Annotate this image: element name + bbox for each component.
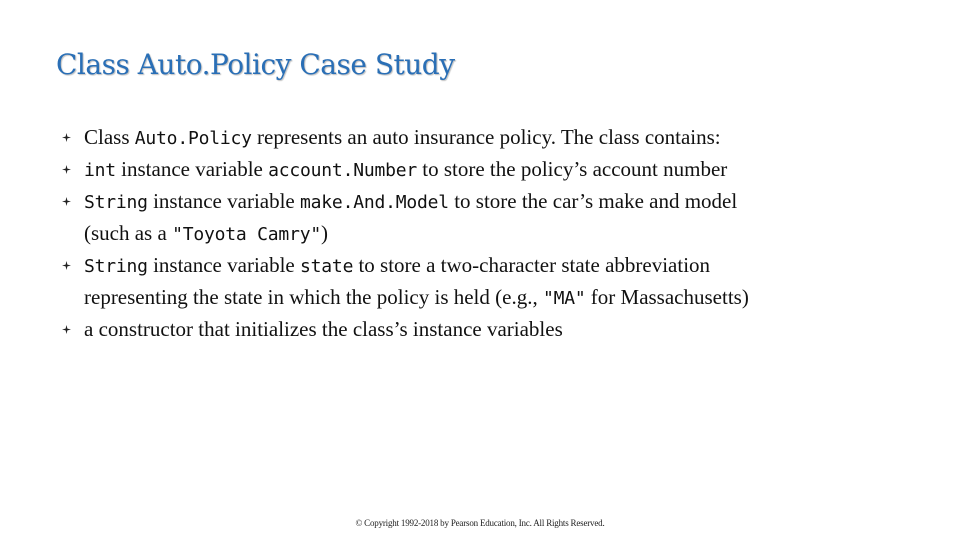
bullet-text: to store the car’s make and model	[448, 189, 738, 213]
code-string-literal: "MA"	[542, 288, 586, 309]
bullet-item	[62, 250, 942, 314]
bullet-text: representing the state in which the policy is held (e.g.,	[84, 285, 543, 309]
four-point-star-bullet-icon	[62, 165, 71, 174]
bullet-text: a constructor that initializes the class’s instance variables	[84, 317, 563, 341]
code-variable: make.And.Model	[300, 192, 449, 213]
bullet-item	[62, 186, 942, 250]
bullet-text: )	[320, 221, 328, 245]
code-string-literal: "Toyota Camry"	[172, 224, 321, 245]
bullet-list	[62, 122, 942, 344]
code-type: int	[84, 160, 116, 181]
slide-title: Class Auto.Policy Case Study	[56, 48, 455, 81]
copyright-footer: © Copyright 1992-2018 by Pearson Education, Inc. All Rights Reserved.	[355, 518, 605, 528]
bullet-text: Class	[84, 125, 135, 149]
code-variable: account.Number	[268, 160, 418, 181]
four-point-star-bullet-icon	[62, 325, 71, 334]
bullet-text: (such as a	[84, 221, 173, 245]
bullet-item	[62, 154, 942, 186]
bullet-item	[62, 122, 942, 154]
four-point-star-bullet-icon	[62, 133, 71, 142]
code-type: String	[84, 192, 148, 213]
code-variable: state	[300, 256, 354, 277]
bullet-item	[62, 314, 942, 344]
bullet-text: to store a two-character state abbreviation	[353, 253, 711, 277]
bullet-text: for Massachusetts)	[585, 285, 749, 309]
code-type: String	[84, 256, 148, 277]
four-point-star-bullet-icon	[62, 197, 71, 206]
bullet-text: instance variable	[147, 253, 301, 277]
bullet-text: instance variable	[147, 189, 301, 213]
code-class-name: Auto.Policy	[134, 128, 252, 149]
four-point-star-bullet-icon	[62, 261, 71, 270]
bullet-text: instance variable	[115, 157, 269, 181]
bullet-text: to store the policy’s account number	[417, 157, 728, 181]
bullet-text: represents an auto insurance policy. The class contains:	[251, 125, 721, 149]
